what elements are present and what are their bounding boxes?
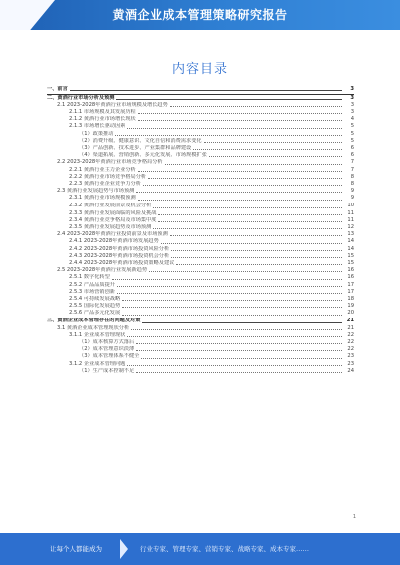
toc-leader-dots — [122, 307, 342, 308]
toc-entry[interactable] — [47, 131, 354, 138]
toc-entry[interactable] — [47, 296, 354, 303]
toc-entry-page: 6 — [350, 152, 354, 159]
toc-entry[interactable] — [47, 116, 354, 123]
toc-leader-dots — [149, 271, 342, 272]
toc-entry[interactable] — [47, 303, 354, 310]
toc-entry-page: 8 — [350, 173, 354, 180]
toc-entry-page: 5 — [350, 123, 354, 130]
toc-entry-label: 2.5.2 产品品质提升 — [69, 281, 115, 288]
toc-entry-page: 13 — [347, 231, 354, 238]
toc-entry[interactable] — [47, 274, 354, 281]
toc-entry[interactable] — [47, 339, 354, 346]
toc-entry-label: 2.3.5 黄酒行业发展趋势及市场预测 — [69, 224, 152, 231]
toc-entry-label: 3.1.1 企业成本管理现状 — [69, 331, 126, 338]
toc-entry-label: 2.5.6 产品多元化发展 — [69, 310, 121, 317]
toc-entry-label: 2.4.3 2023-2028年黄酒市场投资机会分析 — [69, 252, 170, 259]
toc-entry-label: 2.5.5 国际化发展趋势 — [69, 303, 121, 310]
toc-entry-label: （2）成本管理意识淡薄 — [79, 346, 135, 353]
toc-leader-dots — [153, 228, 342, 229]
toc-entry-label: （1）政策推动 — [79, 130, 114, 137]
toc-entry-label: （1）成本核算方式落后 — [79, 339, 135, 346]
toc-entry-page: 8 — [350, 180, 354, 187]
toc-heading: 内容目录 — [171, 62, 228, 77]
toc-entry-page: 19 — [347, 303, 354, 310]
toc-entry-page: 21 — [346, 317, 354, 324]
toc-entry-page: 17 — [347, 281, 354, 288]
toc-entry-label: 2.2.3 黄酒行业企业竞争力分析 — [69, 180, 141, 187]
toc-leader-dots — [143, 185, 342, 186]
toc-entry-label: 2.3.1 黄酒行业市场规模预测 — [69, 195, 136, 202]
toc-entry-page: 23 — [347, 360, 354, 367]
toc-leader-dots — [138, 171, 342, 172]
document-title: 黄酒企业成本管理策略研究报告 — [112, 8, 288, 22]
toc-entry[interactable] — [47, 325, 354, 332]
toc-entry[interactable] — [47, 138, 354, 145]
toc-entry[interactable] — [47, 152, 354, 159]
toc-leader-dots — [141, 358, 342, 359]
toc-entry-label: 2.2.1 黄酒行业主力企业分析 — [69, 166, 136, 173]
toc-entry-page: 15 — [347, 260, 354, 266]
toc-entry-label: 2.4 2023-2028年黄酒行业投资前景及市场预测 — [57, 231, 168, 238]
toc-entry[interactable] — [47, 188, 354, 195]
toc-entry[interactable] — [47, 167, 354, 174]
toc-leader-dots — [117, 293, 342, 294]
toc-entry[interactable] — [47, 282, 354, 289]
toc-entry-page: 23 — [347, 353, 354, 360]
toc-entry-label: （3）产品创新、技术进步、产业集群和品牌建设 — [79, 145, 192, 151]
toc-leader-dots — [116, 99, 342, 100]
toc-entry[interactable] — [47, 181, 354, 188]
toc-entry-label: 2.1.3 市场增长驱动因素 — [69, 123, 126, 130]
footer-slogan: 让每个人都能成为 — [50, 545, 102, 553]
toc-entry[interactable] — [47, 224, 354, 231]
toc-entry-label: （4）渠道拓展、营销创新、多元化发展、市场规模扩张 — [79, 152, 207, 159]
toc-leader-dots — [127, 365, 342, 366]
toc-entry-label: 2.5.3 市场营销创新 — [69, 288, 115, 295]
toc-entry[interactable] — [47, 102, 354, 109]
toc-entry[interactable] — [47, 238, 354, 245]
toc-leader-dots — [112, 279, 342, 280]
toc-leader-dots — [176, 264, 342, 265]
toc-entry-label: 一、前言 — [47, 86, 68, 92]
toc-leader-dots — [209, 156, 342, 157]
footer-banner — [0, 533, 400, 565]
toc-entry-page: 22 — [347, 331, 354, 338]
toc-leader-dots — [136, 372, 342, 373]
toc-leader-dots — [193, 149, 342, 150]
toc-entry[interactable] — [47, 94, 354, 102]
toc-leader-dots — [161, 243, 342, 244]
toc-entry[interactable] — [47, 289, 354, 296]
toc-leader-dots — [171, 250, 342, 251]
toc-entry-page: 5 — [350, 137, 354, 144]
toc-entry-page: 3 — [350, 101, 354, 108]
toc-leader-dots — [148, 178, 342, 179]
toc-entry-label: （1）生产成本控制不足 — [79, 367, 135, 374]
toc-entry[interactable] — [47, 318, 354, 325]
toc-entry-page: 10 — [347, 202, 354, 209]
toc-leader-dots — [122, 300, 342, 301]
toc-entry-page: 24 — [347, 367, 354, 374]
toc-entry[interactable] — [47, 217, 354, 224]
toc-entry[interactable] — [47, 361, 354, 368]
toc-entry-label: 2.4.2 2023-2028年黄酒市场投资风险分析 — [69, 245, 170, 252]
toc-entry-label: 3.1.2 企业成本管理问题 — [69, 360, 126, 367]
toc-entry[interactable] — [47, 368, 354, 375]
toc-entry[interactable] — [47, 253, 354, 260]
toc-leader-dots — [115, 135, 342, 136]
toc-entry[interactable] — [47, 109, 354, 116]
toc-entry-page: 16 — [347, 274, 354, 281]
toc-entry-page: 5 — [350, 130, 354, 137]
footer-arrow-icon — [120, 539, 128, 559]
toc-entry-label: 三、黄酒企业成本管理存在的问题及对策 — [47, 317, 141, 324]
toc-leader-dots — [70, 90, 342, 91]
toc-entry-label: 3.1 黄酒企业成本管理现状分析 — [57, 324, 130, 331]
toc-entry[interactable] — [47, 231, 354, 238]
toc-leader-dots — [138, 200, 342, 201]
toc-entry-page: 22 — [347, 346, 354, 353]
toc-entry-page: 21 — [347, 324, 354, 331]
toc-entry-label: 2.3.3 黄酒行业发展面临的风险及挑战 — [69, 209, 157, 216]
toc-leader-dots — [136, 343, 342, 344]
toc-entry-label: （3）成本管理体系不健全 — [79, 353, 140, 360]
toc-entry-page: 3 — [350, 94, 354, 101]
toc-entry-label: 2.5.1 数字化转型 — [69, 274, 110, 281]
toc-entry-page: 20 — [347, 310, 354, 317]
page-number: 1 — [352, 514, 356, 520]
toc-entry-page: 9 — [350, 188, 354, 195]
toc-entry-label: 2.2.2 黄酒行业市场竞争格局分析 — [69, 173, 147, 180]
toc-entry[interactable] — [47, 246, 354, 253]
toc-entry[interactable] — [47, 310, 354, 317]
toc-entry[interactable] — [47, 195, 354, 202]
toc-entry-page: 9 — [350, 195, 354, 202]
toc-entry[interactable] — [47, 145, 354, 152]
toc-leader-dots — [117, 286, 342, 287]
toc-entry[interactable] — [47, 260, 354, 267]
toc-entry[interactable] — [47, 159, 354, 166]
toc-leader-dots — [158, 214, 342, 215]
toc-entry[interactable] — [47, 346, 354, 353]
toc-entry-page: 11 — [347, 209, 354, 216]
toc-entry-label: （2）消费升级、健康意识、文化自信和消费需求变化 — [79, 137, 202, 144]
toc-entry-page: 15 — [347, 252, 354, 259]
toc-entry[interactable] — [47, 210, 354, 217]
toc-entry-page: 3 — [350, 109, 354, 116]
toc-entry-page: 4 — [350, 116, 354, 123]
toc-leader-dots — [153, 207, 342, 208]
toc-leader-dots — [170, 235, 342, 236]
toc-leader-dots — [170, 106, 342, 107]
toc-leader-dots — [171, 257, 342, 258]
toc-leader-dots — [158, 221, 342, 222]
toc-entry-page: 17 — [347, 288, 354, 295]
toc-leader-dots — [122, 315, 342, 316]
toc-leader-dots — [136, 350, 342, 351]
toc-entry-label: 2.1 2023-2028年黄酒行业市场规模及增长趋势 — [57, 101, 168, 108]
toc-entry-page: 3 — [350, 86, 354, 92]
toc-entry-page: 22 — [347, 339, 354, 346]
toc-entry[interactable] — [47, 86, 354, 93]
toc-leader-dots — [131, 329, 342, 330]
toc-entry-label: 2.5.4 可持续发展战略 — [69, 295, 121, 302]
toc-entry-label: 2.1.1 市场规模及其发展历程 — [69, 109, 136, 116]
toc-entry-page: 6 — [350, 145, 354, 151]
toc-entry-page: 7 — [350, 159, 354, 166]
toc-entry-label: 二、黄酒行业市场分析及预测 — [47, 94, 115, 101]
toc-entry-page: 11 — [347, 216, 354, 223]
toc-entry-label: 2.4.1 2023-2028年黄酒市场发展趋势 — [69, 238, 159, 245]
toc-entry[interactable] — [47, 174, 354, 181]
toc-leader-dots — [138, 120, 342, 121]
toc-leader-dots — [136, 192, 342, 193]
toc-leader-dots — [165, 164, 342, 165]
toc-entry-label: 2.5 2023-2028年黄酒行业发展新趋势 — [57, 267, 148, 274]
toc-entry-page: 14 — [347, 238, 354, 245]
toc-leader-dots — [127, 128, 342, 129]
toc-entry-page: 7 — [350, 166, 354, 173]
toc-entry-label: 2.4.4 2023-2028年黄酒市场投资策略及建议 — [69, 260, 175, 266]
toc-leader-dots — [138, 113, 342, 114]
toc-entry[interactable] — [47, 332, 354, 339]
toc-entry-label: 2.1.2 黄酒行业市场增长现状 — [69, 116, 136, 123]
toc-leader-dots — [142, 322, 342, 323]
toc-entry-page: 16 — [347, 267, 354, 274]
toc-entry[interactable] — [47, 203, 354, 210]
toc-entry[interactable] — [47, 123, 354, 130]
toc-entry-label: 2.2 2023-2028年黄酒行业市场竞争格局分析 — [57, 159, 163, 166]
toc-entry[interactable] — [47, 267, 354, 274]
toc-entry[interactable] — [47, 353, 354, 360]
toc-entry-label: 2.3.4 黄酒行业竞争格局及市场集中度 — [69, 216, 157, 223]
toc-leader-dots — [204, 142, 342, 143]
footer-tagline: 行业专家、管理专家、营销专家、战略专家、成本专家…… — [140, 545, 309, 553]
header-banner — [0, 0, 400, 30]
toc-entry-page: 18 — [347, 295, 354, 302]
toc-entry-label: 2.3 黄酒行业发展趋势与市场预测 — [57, 188, 135, 195]
toc-leader-dots — [127, 336, 342, 337]
toc-entry-page: 14 — [347, 245, 354, 252]
table-of-contents — [47, 86, 354, 375]
toc-entry-label: 2.3.2 黄酒行业发展前景及机会分析 — [69, 202, 152, 209]
toc-entry-page: 12 — [347, 224, 354, 231]
